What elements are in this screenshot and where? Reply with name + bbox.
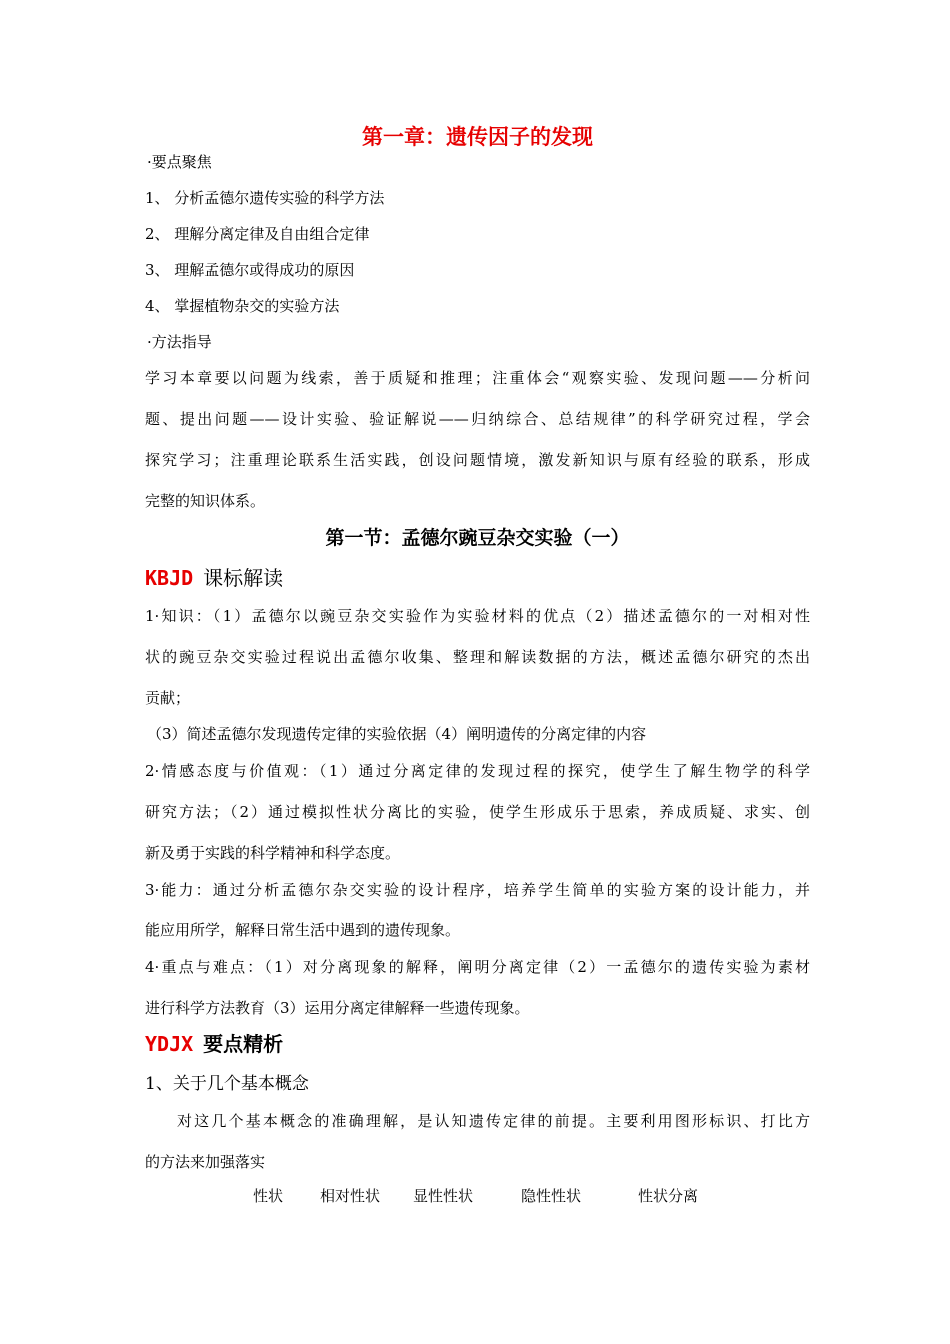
method-line-1: 学习本章要以问题为线索，善于质疑和推理；注重体会“观察实验、发现问题——分析问 bbox=[145, 369, 810, 387]
kbjd-line-7: 新及勇于实践的科学精神和科学态度。 bbox=[145, 844, 401, 862]
kbjd-line-4: （3）简述孟德尔发现遗传定律的实验依据（4）阐明遗传的分离定律的内容 bbox=[147, 725, 647, 743]
kbjd-title: 课标解读 bbox=[203, 566, 284, 590]
focus-item-3: 3、 理解孟德尔或得成功的原因 bbox=[145, 261, 355, 279]
kbjd-line-11: 进行科学方法教育（3）运用分离定律解释一些遗传现象。 bbox=[145, 999, 530, 1017]
term-3: 显性性状 bbox=[413, 1187, 474, 1205]
kbjd-line-8: 3·能力：通过分析孟德尔杂交实验的设计程序，培养学生简单的实验方案的设计能力，并 bbox=[145, 881, 810, 899]
ydjx-heading bbox=[145, 1030, 810, 1058]
kbjd-line-6: 研究方法；（2）通过模拟性状分离比的实验，使学生形成乐于思索，养成质疑、求实、创 bbox=[145, 803, 810, 821]
kbjd-line-2: 状的豌豆杂交实验过程说出孟德尔收集、整理和解读数据的方法，概述孟德尔研究的杰出 bbox=[145, 648, 810, 666]
method-heading: ·方法指导 bbox=[147, 333, 212, 351]
term-5: 性状分离 bbox=[638, 1187, 699, 1205]
kbjd-line-5: 2·情感态度与价值观：（1）通过分离定律的发现过程的探究，使学生了解生物学的科学 bbox=[145, 762, 810, 780]
focus-item-4: 4、 掌握植物杂交的实验方法 bbox=[145, 297, 340, 315]
focus-item-2: 2、 理解分离定律及自由组合定律 bbox=[145, 225, 370, 243]
kbjd-line-9: 能应用所学，解释日常生活中遇到的遗传现象。 bbox=[145, 921, 461, 939]
focus-heading: ·要点聚焦 bbox=[147, 153, 212, 171]
term-1: 性状 bbox=[253, 1187, 284, 1205]
section-title: 第一节：孟德尔豌豆杂交实验（一） bbox=[325, 527, 630, 549]
term-4: 隐性性状 bbox=[521, 1187, 582, 1205]
method-line-3: 探究学习；注重理论联系生活实践，创设问题情境，激发新知识与原有经验的联系，形成 bbox=[145, 451, 810, 469]
ydjx-title: 要点精析 bbox=[203, 1032, 284, 1056]
concept-line-1: 对这几个基本概念的准确理解，是认知遗传定律的前提。主要利用图形标识、打比方 bbox=[177, 1112, 810, 1130]
concept-heading: 1、关于几个基本概念 bbox=[145, 1074, 309, 1094]
kbjd-line-10: 4·重点与难点：（1）对分离现象的解释，阐明分离定律（2）一孟德尔的遗传实验为素材 bbox=[145, 958, 810, 976]
term-2: 相对性状 bbox=[320, 1187, 381, 1205]
method-line-4: 完整的知识体系。 bbox=[145, 492, 266, 510]
kbjd-heading bbox=[145, 564, 810, 592]
concept-line-2: 的方法来加强落实 bbox=[145, 1153, 266, 1171]
method-line-2: 题、提出问题——设计实验、验证解说——归纳综合、总结规律”的科学研究过程，学会 bbox=[145, 410, 810, 428]
kbjd-line-3: 贡献； bbox=[145, 689, 191, 707]
chapter-title: 第一章：遗传因子的发现 bbox=[362, 124, 593, 149]
kbjd-line-1: 1·知识：（1）孟德尔以豌豆杂交实验作为实验材料的优点（2）描述孟德尔的一对相对性 bbox=[145, 607, 810, 625]
kbjd-tag: KBJD bbox=[145, 566, 194, 590]
focus-item-1: 1、 分析孟德尔遗传实验的科学方法 bbox=[145, 189, 385, 207]
ydjx-tag: YDJX bbox=[145, 1032, 194, 1056]
